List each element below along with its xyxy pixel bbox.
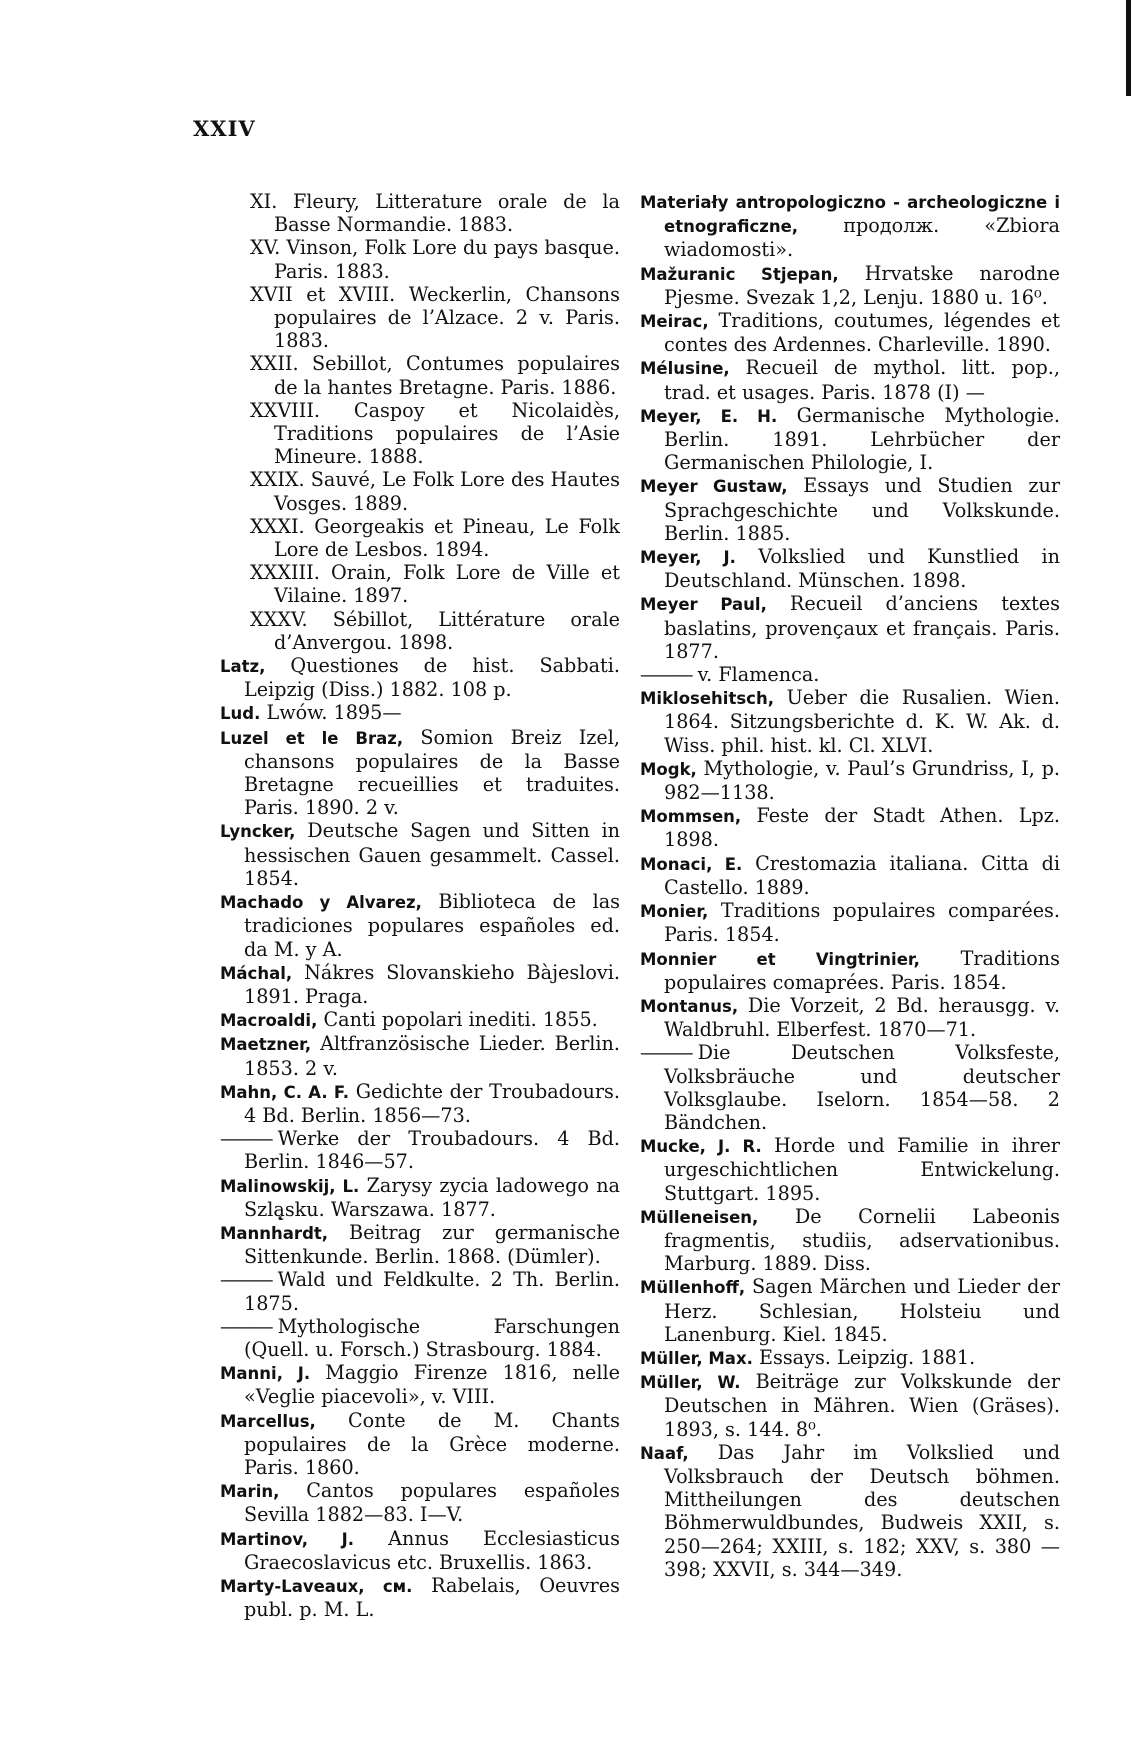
entry-text: Annus Ecclesiasticus Graecoslavicus etc. Bruxellis. 1863.: [244, 1526, 621, 1574]
entry-author: Manni, J.: [220, 1364, 311, 1384]
entry-text: Nákres Slovanskieho Bàjeslovi. 1891. Praga.: [244, 960, 620, 1008]
entry-text: Recueil d’anciens textes baslatins, provençaux et français. Paris. 1877.: [664, 592, 1060, 663]
entry-text: Recueil de mythol. litt. pop., trad. et usages. Paris. 1878 (I) —: [664, 356, 1060, 404]
entry-text: Traditions, coutumes, légendes et contes des Ardennes. Charleville. 1890.: [664, 309, 1060, 357]
entry-text: Deutsche Sagen und Sitten in hessischen Gauen gesammelt. Cassel. 1854.: [244, 819, 620, 890]
entry-text: Zarysy zycia ladowego na Szlą̨sku. Warszawa. 1877.: [244, 1173, 620, 1221]
entry-text: Lwów. 1895—: [266, 701, 402, 725]
bibliography-entry: [640, 262, 1060, 309]
bibliography-entry: [640, 356, 1060, 403]
entry-author: Machado y Alvarez,: [220, 893, 422, 913]
entry-author: Lyncker,: [220, 822, 296, 842]
entry-text: Traditions populaires comparées. Paris. 1854.: [664, 899, 1060, 947]
entry-text: XXXIII. Orain, Folk Lore de Ville et Vilaine. 1897.: [250, 561, 620, 608]
entry-author: Mélusine,: [640, 359, 730, 379]
ditto-dash: [220, 1268, 278, 1291]
entry-text: Germanische Mythologie. Berlin. 1891. Lehrbücher der Germanischen Philologie, I.: [664, 403, 1060, 475]
entry-text: XXVIII. Caspoy et Nicolaidès, Traditions populaires de l’Asie Mineure. 1888.: [250, 398, 620, 469]
entry-author: Meyer Gustaw,: [640, 477, 788, 497]
bibliography-entry: [640, 1205, 1060, 1276]
entry-author: Materiały antropologiczno - archeologiczne i etnograficzne,: [640, 193, 1060, 237]
entry-text: Canti popolari inediti. 1855.: [323, 1008, 598, 1032]
entry-author: Naaf,: [640, 1443, 689, 1463]
bibliography-entry: [220, 561, 620, 607]
entry-text: Altfranzösische Lieder. Berlin. 1853. 2 v.: [244, 1032, 620, 1080]
bibliography-entry: [220, 1127, 620, 1173]
bibliography-entry: [640, 1346, 1060, 1370]
entry-author: Miklosehitsch,: [640, 689, 774, 709]
entry-author: Macroaldi,: [220, 1011, 318, 1031]
entry-text: XI. Fleury, Litterature orale de la Basse Normandie. 1883.: [250, 190, 620, 237]
entry-text: Wald und Feldkulte. 2 Th. Berlin. 1875.: [244, 1268, 620, 1315]
entry-text: Sagen Märchen und Lieder der Herz. Schlesian, Holsteiu und Lanenburg. Kiel. 1845.: [664, 1275, 1060, 1346]
bibliography-entry: [220, 1008, 620, 1032]
bibliography-entry: [640, 686, 1060, 757]
entry-text: Essays und Studien zur Sprachgeschichte und Volkskunde. Berlin. 1885.: [664, 474, 1060, 545]
bibliography-entry: [640, 947, 1060, 994]
bibliography-entry: [640, 1134, 1060, 1205]
bibliography-entry: [640, 804, 1060, 851]
scan-edge-line: [1126, 0, 1131, 96]
entry-text: Essays. Leipzig. 1881.: [758, 1345, 976, 1369]
bibliography-entry: [220, 1409, 620, 1480]
entry-text: Traditions populaires comaprées. Paris. 1854.: [664, 946, 1060, 994]
bibliography-entry: [220, 1479, 620, 1526]
entry-author: Latz,: [220, 657, 266, 677]
entry-text: Die Deutschen Volksfeste, Volksbräuche und deutscher Volksglaube. Iselorn. 1854—58. 2 Bändchen.: [664, 1041, 1060, 1134]
entry-author: Malinowskij, L.: [220, 1176, 360, 1196]
entry-text: Beitrag zur germanische Sittenkunde. Berlin. 1868. (Dümler).: [244, 1220, 621, 1269]
entry-text: Feste der Stadt Athen. Lpz. 1898.: [664, 804, 1060, 852]
bibliography-entry: [220, 1361, 620, 1408]
bibliography-entry: [220, 1574, 620, 1621]
entry-author: Luzel et le Braz,: [220, 728, 404, 748]
bibliography-entry: [220, 1174, 620, 1221]
entry-text: продолж. «Zbiora wiadomosti».: [664, 214, 1060, 262]
bibliography-entry: [640, 757, 1060, 804]
entry-text: Conte de M. Chants populaires de la Grèce moderne. Paris. 1860.: [244, 1408, 620, 1479]
entry-text: Cantos populares españoles Sevilla 1882—83. I—V.: [244, 1479, 620, 1527]
entry-author: Mahn, C. A. F.: [220, 1082, 350, 1102]
entry-author: Lud.: [220, 704, 261, 724]
entry-text: Hrvatske narodne Pjesme. Svezak 1,2, Lenju. 1880 u. 16⁰.: [664, 261, 1060, 309]
bibliography-entry: [640, 899, 1060, 946]
entry-text: Somion Breiz Izel, chansons populaires de la Basse Bretagne recueillies et traduites. Paris. 1890. 2 v.: [244, 725, 620, 820]
entry-text: Gedichte der Troubadours. 4 Bd. Berlin. 1856—73.: [244, 1079, 620, 1127]
bibliography-entry: [220, 726, 620, 820]
entry-text: Biblioteca de las tradiciones populares españoles ed. da M. y A.: [244, 890, 620, 961]
bibliography-entry: [220, 1315, 620, 1361]
entry-author: Monaci, E.: [640, 854, 743, 874]
bibliography-entry: [640, 663, 1060, 686]
entry-text: Volkslied und Kunstlied in Deutschland. Münschen. 1898.: [664, 545, 1060, 593]
entry-text: v. Flamenca.: [697, 663, 820, 687]
entry-text: XV. Vinson, Folk Lore du pays basque. Paris. 1883.: [250, 236, 620, 283]
entry-text: Mythologische Farschungen (Quell. u. Forsch.) Strasbourg. 1884.: [244, 1314, 620, 1361]
ditto-dash: [220, 1315, 278, 1338]
entry-text: Mythologie, v. Paul’s Grundriss, I, p. 982—1138.: [664, 756, 1060, 805]
left-column: [220, 190, 620, 1621]
bibliography-entry: [640, 1441, 1060, 1581]
bibliography-entry: [220, 399, 620, 469]
ditto-dash: [640, 1041, 698, 1064]
bibliography-entry: [640, 994, 1060, 1041]
entry-author: Marin,: [220, 1482, 280, 1502]
entry-author: Müllenhoff,: [640, 1278, 746, 1298]
bibliography-entry: [220, 352, 620, 398]
entry-text: XVII et XVIII. Weckerlin, Chansons populaires de l’Alzace. 2 v. Paris. 1883.: [250, 282, 620, 353]
entry-author: Monier,: [640, 902, 709, 922]
entry-text: De Cornelii Labeonis fragmentis, studiis, adservationibus. Marburg. 1889. Diss.: [664, 1204, 1060, 1276]
entry-text: Ueber die Rusalien. Wien. 1864. Sitzungsberichte d. K. W. Ak. d. Wiss. phil. hist. kl. Cl. XLVI.: [664, 686, 1060, 757]
bibliography-entry: [220, 515, 620, 561]
bibliography-entry: [640, 545, 1060, 592]
bibliography-entry: [640, 474, 1060, 545]
entry-text: Werke der Troubadours. 4 Bd. Berlin. 1846—57.: [244, 1127, 620, 1174]
entry-text: Questiones de hist. Sabbati. Leipzig (Diss.) 1882. 108 p.: [244, 654, 620, 702]
entry-author: Mažuranic Stjepan,: [640, 264, 839, 284]
entry-author: Meirac,: [640, 312, 709, 332]
entry-author: Máchal,: [220, 963, 293, 983]
entry-author: Mülleneisen,: [640, 1207, 759, 1227]
entry-author: Montanus,: [640, 996, 739, 1016]
bibliography-entry: [220, 283, 620, 353]
right-column: [640, 190, 1060, 1581]
bibliography-entry: [220, 654, 620, 701]
entry-text: XXXV. Sébillot, Littérature orale d’Anvergou. 1898.: [250, 607, 620, 654]
bibliography-entry: [220, 468, 620, 514]
entry-text: Die Vorzeit, 2 Bd. herausgg. v. Waldbruhl. Elberfest. 1870—71.: [664, 993, 1060, 1042]
entry-text: XXII. Sebillot, Contumes populaires de la hantes Bretagne. Paris. 1886.: [250, 352, 620, 399]
entry-text: Das Jahr im Volkslied und Volksbrauch der Deutsch böhmen. Mittheilungen des deutschen Böhmerwuldbundes, Budweis XXII, s. 250—264; XXIII, s. 182; XXV, s. 380 — 398; XXVII, s. 344—349.: [664, 1440, 1060, 1581]
entry-text: Maggio Firenze 1816, nelle «Veglie piacevoli», v. VIII.: [244, 1361, 620, 1409]
entry-author: Mommsen,: [640, 807, 742, 827]
entry-text: Rabelais, Oeuvres publ. p. M. L.: [244, 1573, 620, 1622]
bibliography-entry: [220, 819, 620, 890]
entry-author: Müller, W.: [640, 1373, 741, 1393]
bibliography-entry: [220, 701, 620, 725]
entry-author: Maetzner,: [220, 1035, 312, 1055]
entry-text: XXXI. Georgeakis et Pineau, Le Folk Lore de Lesbos. 1894.: [250, 514, 620, 562]
bibliography-entry: [220, 1527, 620, 1574]
entry-author: Monnier et Vingtrinier,: [640, 949, 920, 969]
bibliography-entry: [220, 1032, 620, 1079]
entry-author: Meyer, E. H.: [640, 406, 778, 426]
ditto-dash: [640, 663, 698, 686]
bibliography-entry: [220, 236, 620, 282]
bibliography-entry: [640, 592, 1060, 663]
bibliography-entry: [640, 1275, 1060, 1346]
entry-text: Crestomazia italiana. Citta di Castello. 1889.: [664, 851, 1060, 899]
bibliography-entry: [640, 404, 1060, 475]
bibliography-entry: [220, 1080, 620, 1127]
entry-author: Marty-Laveaux, см.: [220, 1576, 413, 1596]
bibliography-entry: [640, 1041, 1060, 1134]
bibliography-entry: [640, 852, 1060, 899]
page-number: XXIV: [193, 116, 256, 141]
entry-author: Meyer, J.: [640, 548, 736, 568]
bibliography-entry: [640, 309, 1060, 356]
ditto-dash: [220, 1127, 278, 1150]
entry-author: Mucke, J. R.: [640, 1137, 762, 1157]
entry-author: Mannhardt,: [220, 1223, 329, 1243]
entry-author: Martinov, J.: [220, 1529, 355, 1549]
bibliography-entry: [640, 190, 1060, 262]
bibliography-entry: [220, 1268, 620, 1314]
entry-author: Müller, Max.: [640, 1348, 753, 1368]
entry-text: Horde und Familie in ihrer urgeschichtlichen Entwickelung. Stuttgart. 1895.: [664, 1134, 1060, 1205]
bibliography-entry: [220, 190, 620, 236]
entry-author: Meyer Paul,: [640, 595, 767, 615]
bibliography-entry: [220, 1221, 620, 1268]
bibliography-entry: [220, 608, 620, 654]
entry-text: XXIX. Sauvé, Le Folk Lore des Hautes Vosges. 1889.: [250, 468, 620, 515]
bibliography-entry: [640, 1370, 1060, 1441]
bibliography-entry: [220, 890, 620, 961]
entry-author: Mogk,: [640, 759, 697, 779]
bibliography-entry: [220, 961, 620, 1008]
entry-text: Beiträge zur Volkskunde der Deutschen in Mähren. Wien (Gräses). 1893, s. 144. 8⁰.: [664, 1370, 1060, 1441]
entry-author: Marcellus,: [220, 1411, 316, 1431]
